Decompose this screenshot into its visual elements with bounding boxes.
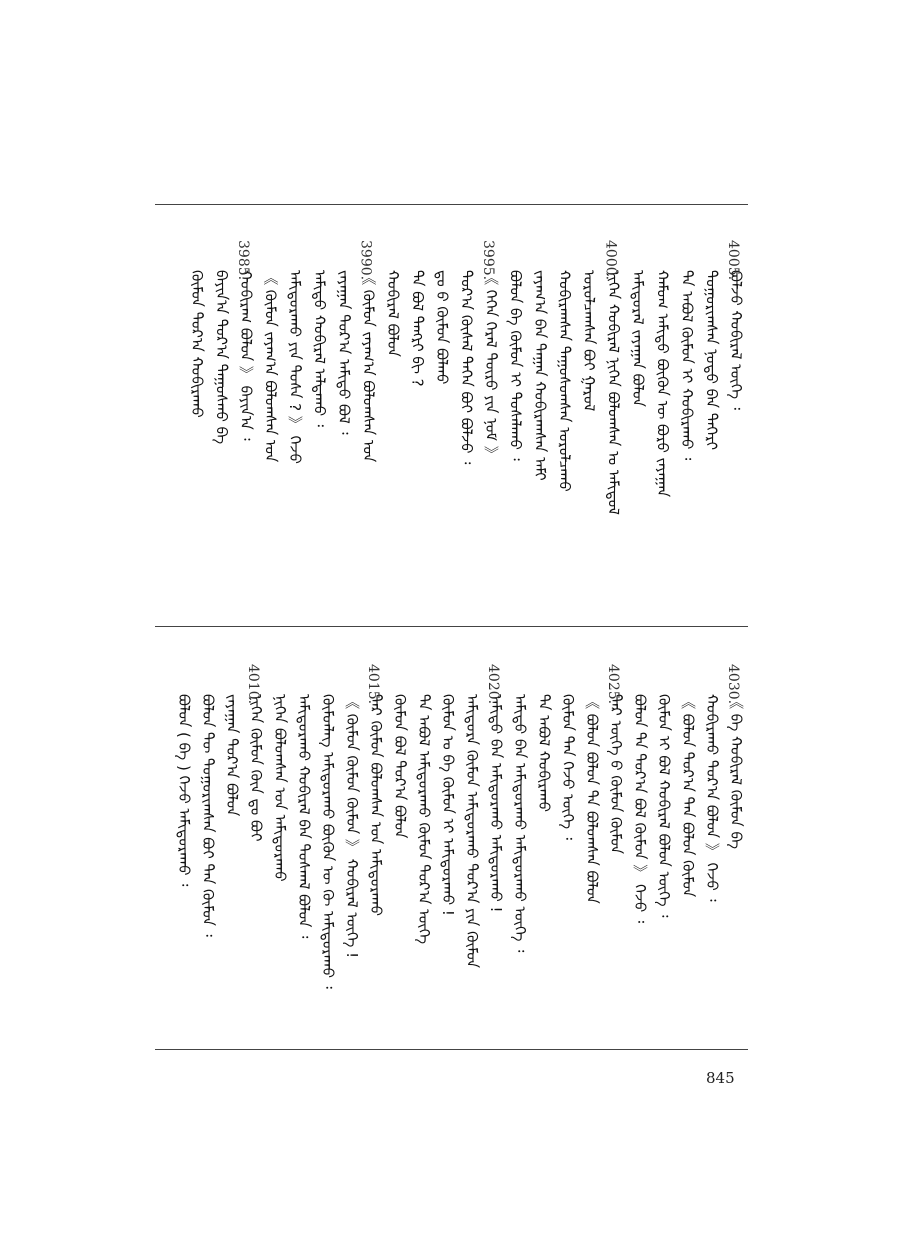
line-number: 4020. <box>485 664 501 705</box>
line-number: 4005. <box>725 240 741 281</box>
verse-line: ᠲᠤᠭᠤᠷᠢᠭᠰᠠᠨ ᠨᠤᠳᠤ ᠪᠠᠨ ᠲᠡᠭᠡᠷᠢ <box>702 270 721 451</box>
verse-line: ᠪᠣᠯᠣᠨ ᠪᠠ ᠬᠦᠮᠦᠨ ᠢ ᠲᠤᠰᠠᠯᠠᠬᠤ ᠄ <box>506 270 525 461</box>
verse-line: ᠲᠡ ᠠᠪᠤᠯ ᠠᠮᠢᠳᠤᠷᠠᠬᠤ ᠬᠦᠮᠦᠨ ᠳᠤᠷ᠎ᠠ ᠦᠭᠡ <box>415 694 433 945</box>
verse-line: ᠵᠠᠶᠠᠭᠠᠨ ᠳᠤᠷ᠎ᠠ ᠠᠮᠢᠳᠤ ᠪᠤᠯ ᠄ <box>335 270 353 435</box>
line-number: 4015. <box>365 664 381 705</box>
verse-line: 《 ᠬᠦᠮᠦᠨ ᠬᠦᠮᠦᠨ ᠬᠦᠮᠦᠨ 》 ᠬᠤᠪᠢᠷᠠᠯ ᠦᠭᠡ ! <box>343 694 361 959</box>
line-number: 3985. <box>235 240 251 281</box>
verse-line: 《 ᠪᠤᠯᠤᠨ ᠳᠤᠷ᠎ᠠ ᠲᠠᠨ ᠪᠤᠯᠤᠨ ᠬᠦᠮᠦᠨ <box>679 694 697 898</box>
line-number: 4025. <box>605 664 621 705</box>
verse-line: ᠵᠠᠶᠠᠭ᠎ᠠ ᠪᠡᠨ ᠳᠠᠭᠠᠨ ᠬᠤᠪᠢᠷᠠᠭᠰᠠᠨ ᠠᠮᠢ <box>531 270 549 481</box>
verse-line: ᠠᠮᠢᠳᠤᠷᠠᠬᠤ ᠬᠤᠪᠢᠷᠠᠯ ᠪᠠᠨ ᠳᠤᠰᠬᠠᠯ ᠪᠤᠯᠤᠨ ᠄ <box>295 694 313 939</box>
verse-line: 《 ᠪᠤᠯᠤᠨ ᠪᠤᠯᠤᠨ ᠲᠡ ᠪᠤᠯᠤᠭᠰᠠᠨ ᠪᠤᠯᠤᠨ <box>583 694 601 904</box>
verse-line: ᠬᠦᠮᠦᠨ ᠳᠤᠷ᠎ᠠ ᠬᠤᠪᠢᠷᠠᠬᠤ <box>188 270 206 418</box>
verse-line: ᠪᠤᠯᠵᠤ ᠬᠤᠪᠢᠷᠠᠯ ᠦᠭᠡ ᠄ <box>727 270 745 410</box>
verse-line: 《 ᠭᠡᠭᠡᠨ ᠭᠡᠷᠡᠯ ᠲᠦᠷᠦ ᠶᠢᠨ ᠨᠤᠮ 》 <box>482 270 500 461</box>
top-rule <box>155 204 748 205</box>
verse-line: ᠪᠠᠶᠢᠨ᠎ᠠ ᠳᠤᠷ᠎ᠠ ᠳᠠᠭᠤᠰᠬᠤ ᠪᠠ <box>212 270 231 445</box>
verse-line: ᠨᠢᠭᠡᠨ ᠪᠣᠯᠤᠭᠰᠠᠨ ᠤᠨ ᠠᠮᠢᠳᠤᠷᠠᠬᠤ <box>271 694 289 882</box>
verse-line: ᠬᠦᠮᠦᠨᠯᠡᠭ ᠠᠮᠢᠳᠤᠷᠠᠬᠤ ᠪᠦᠬᠦᠨ ᠦ ᠬᠦ ᠠᠮᠢᠳᠤᠷᠠᠬᠤ ᠄ <box>319 694 337 989</box>
verse-line: ᠬᠤᠪᠢᠷᠠᠯ ᠪᠤᠯᠤᠨ <box>384 270 402 357</box>
line-number: 3995. <box>480 240 496 281</box>
verse-line: ᠳᠤᠷ᠎ᠠ ᠬᠦᠰᠡᠯ ᠳᠡᠭᠡᠨ ᠪᠤᠢ ᠪᠤᠯᠵᠤ ᠄ <box>457 270 476 465</box>
line-number: 4030. <box>725 664 741 705</box>
verse-line: ᠬᠦᠮᠦᠨ ᠢ ᠪᠤᠯ ᠬᠤᠪᠢᠷᠠᠯ ᠪᠤᠯᠤᠨ ᠦᠭᠡ ᠄ <box>655 694 673 918</box>
verse-line: ᠲᠡ ᠠᠪᠤᠯ ᠬᠦᠮᠦᠨ ᠢ ᠬᠤᠪᠢᠷᠠᠬᠤ ᠄ <box>678 270 696 461</box>
page-number: 845 <box>706 1069 735 1087</box>
line-number: 3990. <box>357 240 374 281</box>
verse-line: ᠪᠤᠯᠤᠨ ᠲᠡ ᠳᠤᠷ᠎ᠠ ᠪᠤᠯ ᠬᠦᠮᠦᠨ 》 ᠭᠡᠵᠦ ᠄ <box>631 694 649 924</box>
verse-line: ᠠᠮᠢᠳᠤᠷᠠ ᠬᠦᠮᠦᠨ ᠠᠮᠢᠳᠤᠷᠠᠬᠤ ᠳᠤᠷ᠎ᠠ ᠶᠢᠨ ᠬᠦᠮᠦᠨ <box>463 694 481 969</box>
bottom-rule <box>155 1049 748 1050</box>
verse-line: 《 ᠬᠦᠮᠦᠨ ᠵᠠᠶᠠᠭ᠎ᠠ ᠪᠣᠯᠤᠭᠰᠠᠨ ᠤᠨ <box>359 270 378 463</box>
verse-line: ᠨᠢᠭᠡᠨ ᠬᠦᠮᠦᠨ ᠬᠦᠨ ᠳᠤ ᠪᠤᠢ <box>247 694 265 842</box>
verse-line: ᠠᠮᠢᠳᠤ ᠪᠠᠨ ᠠᠮᠢᠳᠤᠷᠠᠬᠤ ᠠᠮᠢᠳᠤᠷᠠᠬᠤ ! <box>487 694 505 913</box>
verse-line: ᠲᠡ ᠠᠪᠤᠯ ᠬᠤᠪᠢᠷᠠᠬᠤ <box>535 694 553 813</box>
verse-line: ᠲᠡᠷ ᠦᠭᠡ ᠪ ᠬᠦᠮᠦᠨ ᠬᠦᠮᠦᠨ <box>607 694 625 855</box>
verse-line: ᠠᠮᠢᠳᠤᠷᠠᠯ ᠵᠠᠶᠠᠭᠠᠨ ᠪᠤᠯᠤᠨ <box>629 270 647 407</box>
verse-line: ᠪᠤᠯᠤᠨ ( ᠪᠠ ) ᠭᠡᠵᠦ ᠠᠮᠢᠳᠤᠷᠠᠬᠤ ᠄ <box>175 694 193 887</box>
verse-line: 《 ᠪᠠ ᠬᠤᠪᠢᠷᠠᠯ ᠬᠦᠮᠦᠨ ᠪᠠ <box>727 694 745 850</box>
verse-line: ᠬᠦᠮᠦᠨ ᠲᠠᠨ ᠭᠡᠵᠦ ᠦᠭᠡ ᠄ <box>559 694 577 840</box>
verse-line: ᠬᠤᠪᠢᠷᠠᠬᠤ ᠳᠤᠷ᠎ᠠ ᠪᠤᠯᠤᠨ 》 ᠭᠡᠵᠦ ᠄ <box>703 694 721 902</box>
line-number: 4010. <box>245 664 261 705</box>
verse-line: ᠨᠢᠭᠡᠨ ᠬᠤᠪᠢᠷᠠᠯ ᠨᠢᠭᠡᠨ ᠪᠤᠯᠤᠭᠰᠠᠨ ᠤ ᠠᠮᠢᠳᠤᠯ <box>604 270 623 515</box>
verse-line: ᠠᠮᠢᠳᠤ ᠪᠠᠨ ᠠᠮᠢᠳᠤᠷᠠᠬᠤ ᠠᠮᠢᠳᠤᠷᠠᠬᠤ ᠦᠭᠡ ᠄ <box>511 694 529 953</box>
verse-line: ᠳᠤ ᠪ ᠬᠦᠮᠦᠨ ᠪᠤᠯᠬᠤ <box>433 270 451 385</box>
line-number: 4000. <box>602 240 619 281</box>
verse-line: 《 ᠬᠦᠮᠦᠨ ᠵᠠᠶᠠᠭ᠎ᠠ ᠪᠣᠯᠤᠭᠰᠠᠨ ᠤᠨ <box>261 270 280 463</box>
verse-line: ᠬᠦᠮᠦᠨ ᠪᠤᠯ ᠳᠤᠷ᠎ᠠ ᠪᠤᠯᠤᠨ <box>391 694 409 839</box>
verse-line: ᠤᠷᠤᠯᠴᠠᠭᠰᠠᠨ ᠪᠤᠢ ᠭᠠᠷᠤᠯ <box>580 270 598 412</box>
verse-line: ᠬᠠᠮᠤᠭ ᠠᠮᠢᠳᠤ ᠪᠦᠬᠦᠨ ᠦ ᠪᠤᠷᠤ ᠵᠠᠶᠠᠭᠠᠨ <box>653 270 672 498</box>
verse-line: ᠬᠦᠮᠦᠨ ᠤ ᠪᠠ ᠬᠦᠮᠦᠨ ᠢ ᠠᠮᠢᠳᠤᠷᠠᠬᠤ ! <box>439 694 457 916</box>
verse-line: ᠪᠤᠯᠤᠨ ᠲᠦ ᠲᠤᠭᠤᠷᠢᠭᠰᠠᠨ ᠪᠤᠢ ᠲᠠᠨ ᠬᠦᠮᠦᠨ ᠄ <box>199 694 217 937</box>
verse-line: ᠲᠡ ᠪᠤᠯ ᠲᠡᠩᠷᠢ ᠪᠢ ? <box>408 270 427 387</box>
verse-line: ᠵᠠᠶᠠᠭᠠᠨ ᠳᠤᠷ᠎ᠠ ᠪᠤᠯᠤᠨ <box>223 694 241 817</box>
verse-line: ᠬᠤᠪᠢᠷᠠᠭ ᠪᠤᠯᠤᠨ 》 ᠪᠠᠶᠢᠨ᠎ᠠ ᠄ <box>237 270 255 441</box>
verse-line: ᠠᠮᠢᠳᠤᠷᠠᠬᠤ ᠶᠢᠨ ᠲᠤᠰᠠ ? 》 ᠭᠡᠵᠦ <box>286 270 304 464</box>
middle-rule <box>155 626 748 627</box>
verse-line: ᠲᠡᠷ ᠬᠦᠮᠦᠨ ᠪᠤᠯᠤᠭᠰᠠᠨ ᠤᠨ ᠠᠮᠢᠳᠤᠷᠠᠬᠤ <box>367 694 385 916</box>
verse-line: ᠠᠮᠢᠳᠤ ᠬᠤᠪᠢᠷᠠᠯ ᠠᠯᠳᠠᠬᠤ ᠄ <box>310 270 329 427</box>
verse-line: ᠬᠤᠪᠢᠷᠠᠭᠰᠠᠨ ᠳᠠᠭᠤᠰᠤᠭᠰᠠᠨ ᠤᠷᠤᠯᠴᠠᠬᠤ <box>555 270 574 492</box>
